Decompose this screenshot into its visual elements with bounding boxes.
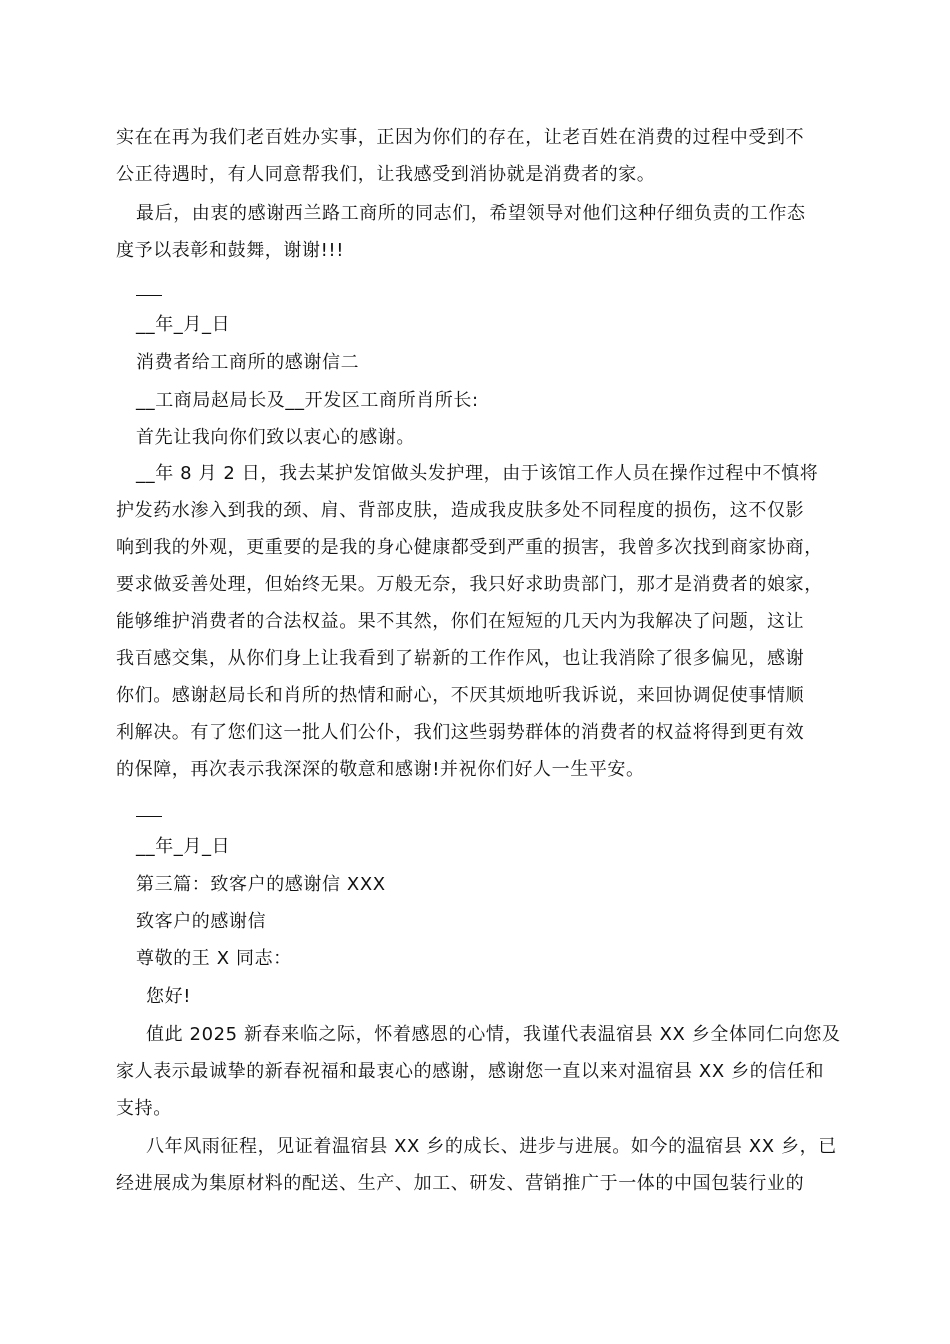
letter2-body-line: 我百感交集，从你们身上让我看到了崭新的工作作风，也让我消除了很多偏见，感谢 [116, 648, 805, 669]
letter2-body-line: 的保障，再次表示我深深的敬意和感谢!并祝你们好人一生平安。 [116, 759, 645, 780]
letter2-body-line: 你们。感谢赵局长和肖所的热情和耐心，不厌其烦地听我诉说，来回协调促使事情顺 [116, 685, 805, 706]
part3-para1-line: 家人表示最诚挚的新春祝福和最衷心的感谢，感谢您一直以来对温宿县 XX 乡的信任和 [116, 1061, 825, 1082]
letter2-body-line: 利解决。有了您们这一批人们公仆，我们这些弱势群体的消费者的权益将得到更有效 [116, 722, 805, 743]
letter2-body-line: 护发药水渗入到我的颈、肩、背部皮肤，造成我皮肤多处不同程度的损伤，这不仅影 [116, 500, 805, 521]
letter2-title: 消费者给工商所的感谢信二 [136, 352, 360, 373]
part3-para1-line: 值此 2025 新春来临之际，怀着感恩的心情，我谨代表温宿县 XX 乡全体同仁向您及 [146, 1024, 841, 1045]
part3-heading: 第三篇：致客户的感谢信 XXX [136, 874, 386, 895]
letter1-closing-line: 度予以表彰和鼓舞，谢谢!!! [116, 240, 345, 261]
part3-para2-line: 八年风雨征程，见证着温宿县 XX 乡的成长、进步与进展。如今的温宿县 XX 乡，已 [146, 1136, 837, 1157]
part3-para2-line: 经进展成为集原材料的配送、生产、加工、研发、营销推广于一体的中国包装行业的 [116, 1173, 805, 1194]
letter1-body-line: 公正待遇时，有人同意帮我们，让我感受到消协就是消费者的家。 [116, 164, 656, 185]
part3-greeting: 您好! [146, 986, 192, 1007]
letter2-body-line: 响到我的外观，更重要的是我的身心健康都受到严重的损害，我曾多次找到商家协商， [116, 537, 823, 558]
letter2-body-line: 能够维护消费者的合法权益。果不其然，你们在短短的几天内为我解决了问题，这让 [116, 611, 805, 632]
letter1-date: __年_月_日 [136, 314, 231, 335]
letter1-body-line: 实在在再为我们老百姓办实事，正因为你们的存在，让老百姓在消费的过程中受到不 [116, 127, 805, 148]
letter2-salutation: __工商局赵局长及__开发区工商所肖所长: [136, 390, 479, 411]
letter2-body-line: 要求做妥善处理，但始终无果。万般无奈，我只好求助贵部门，那才是消费者的娘家， [116, 574, 823, 595]
signature-line [136, 816, 162, 817]
letter1-closing-line: 最后，由衷的感谢西兰路工商所的同志们，希望领导对他们这种仔细负责的工作态 [136, 203, 806, 224]
letter2-body-line: __年 8 月 2 日，我去某护发馆做头发护理，由于该馆工作人员在操作过程中不慎将 [136, 463, 819, 484]
letter2-date: __年_月_日 [136, 836, 231, 857]
part3-title: 致客户的感谢信 [136, 911, 267, 932]
signature-line [136, 295, 162, 296]
part3-salutation: 尊敬的王 X 同志： [136, 948, 292, 969]
letter2-opening: 首先让我向你们致以衷心的感谢。 [136, 427, 415, 448]
part3-para1-line: 支持。 [116, 1098, 172, 1119]
